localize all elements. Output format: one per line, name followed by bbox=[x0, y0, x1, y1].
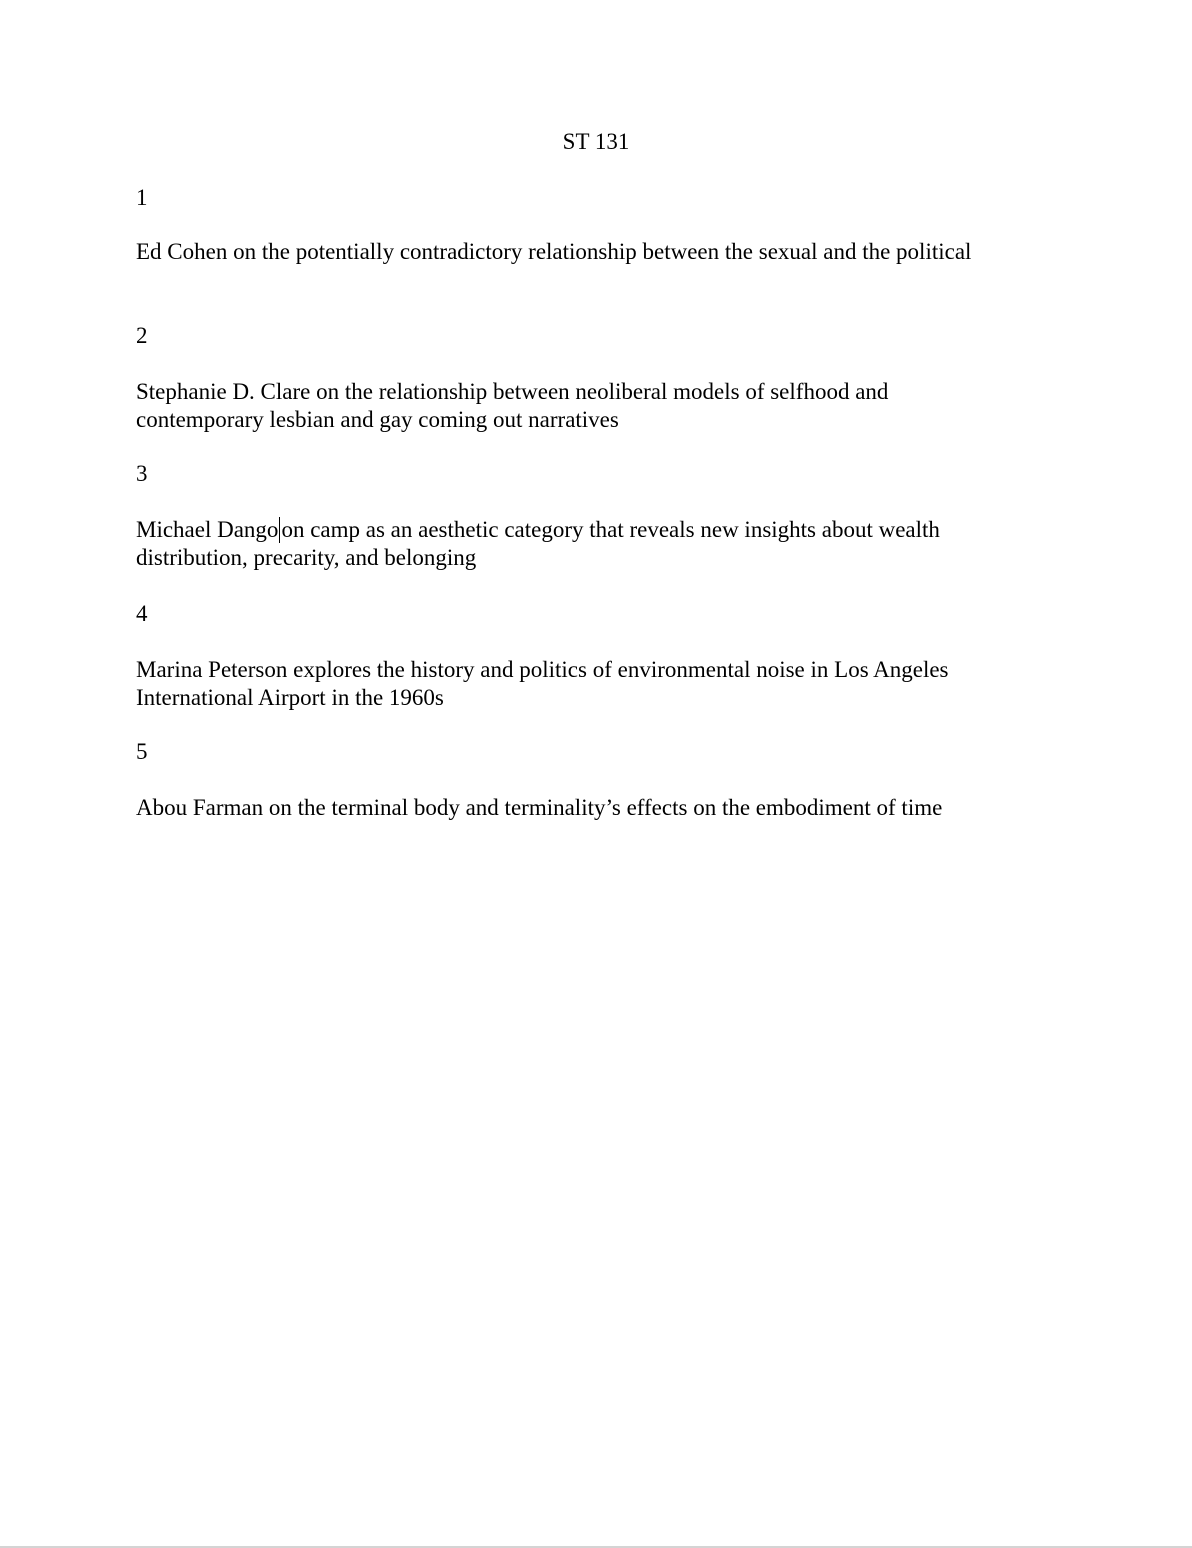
entry-number-3: 3 bbox=[136, 461, 148, 486]
entry-2-line-1: Stephanie D. Clare on the relationship between neoliberal models of selfhood and bbox=[136, 379, 889, 404]
entry-1-line-1: Ed Cohen on the potentially contradictory relationship between the sexual and the political bbox=[136, 239, 972, 264]
entry-number-5: 5 bbox=[136, 739, 148, 764]
entry-4-line-2: International Airport in the 1960s bbox=[136, 685, 444, 710]
entry-number-2: 2 bbox=[136, 323, 148, 348]
entry-text-2[interactable] bbox=[136, 378, 1066, 434]
entry-text-3[interactable] bbox=[136, 516, 1066, 572]
entry-3-line-1 bbox=[136, 516, 1066, 544]
entry-number-1: 1 bbox=[136, 185, 148, 210]
entry-text-5[interactable] bbox=[136, 794, 1066, 822]
entry-text-1[interactable] bbox=[136, 238, 1066, 266]
entry-3-line-2: distribution, precarity, and belonging bbox=[136, 545, 477, 570]
entry-text-4[interactable] bbox=[136, 656, 1066, 712]
entry-3-line-1-after-caret: on camp as an aesthetic category that reveals new insights about wealth bbox=[281, 517, 940, 542]
entry-3-line-1-before-caret: Michael Dango bbox=[136, 517, 279, 542]
entry-4-line-1: Marina Peterson explores the history and politics of environmental noise in Los Angeles bbox=[136, 657, 949, 682]
entry-2-line-2: contemporary lesbian and gay coming out narratives bbox=[136, 407, 619, 432]
document-title: ST 131 bbox=[562, 129, 630, 154]
entry-number-4: 4 bbox=[136, 601, 148, 626]
entry-5-line-1: Abou Farman on the terminal body and terminality’s effects on the embodiment of time bbox=[136, 795, 943, 820]
